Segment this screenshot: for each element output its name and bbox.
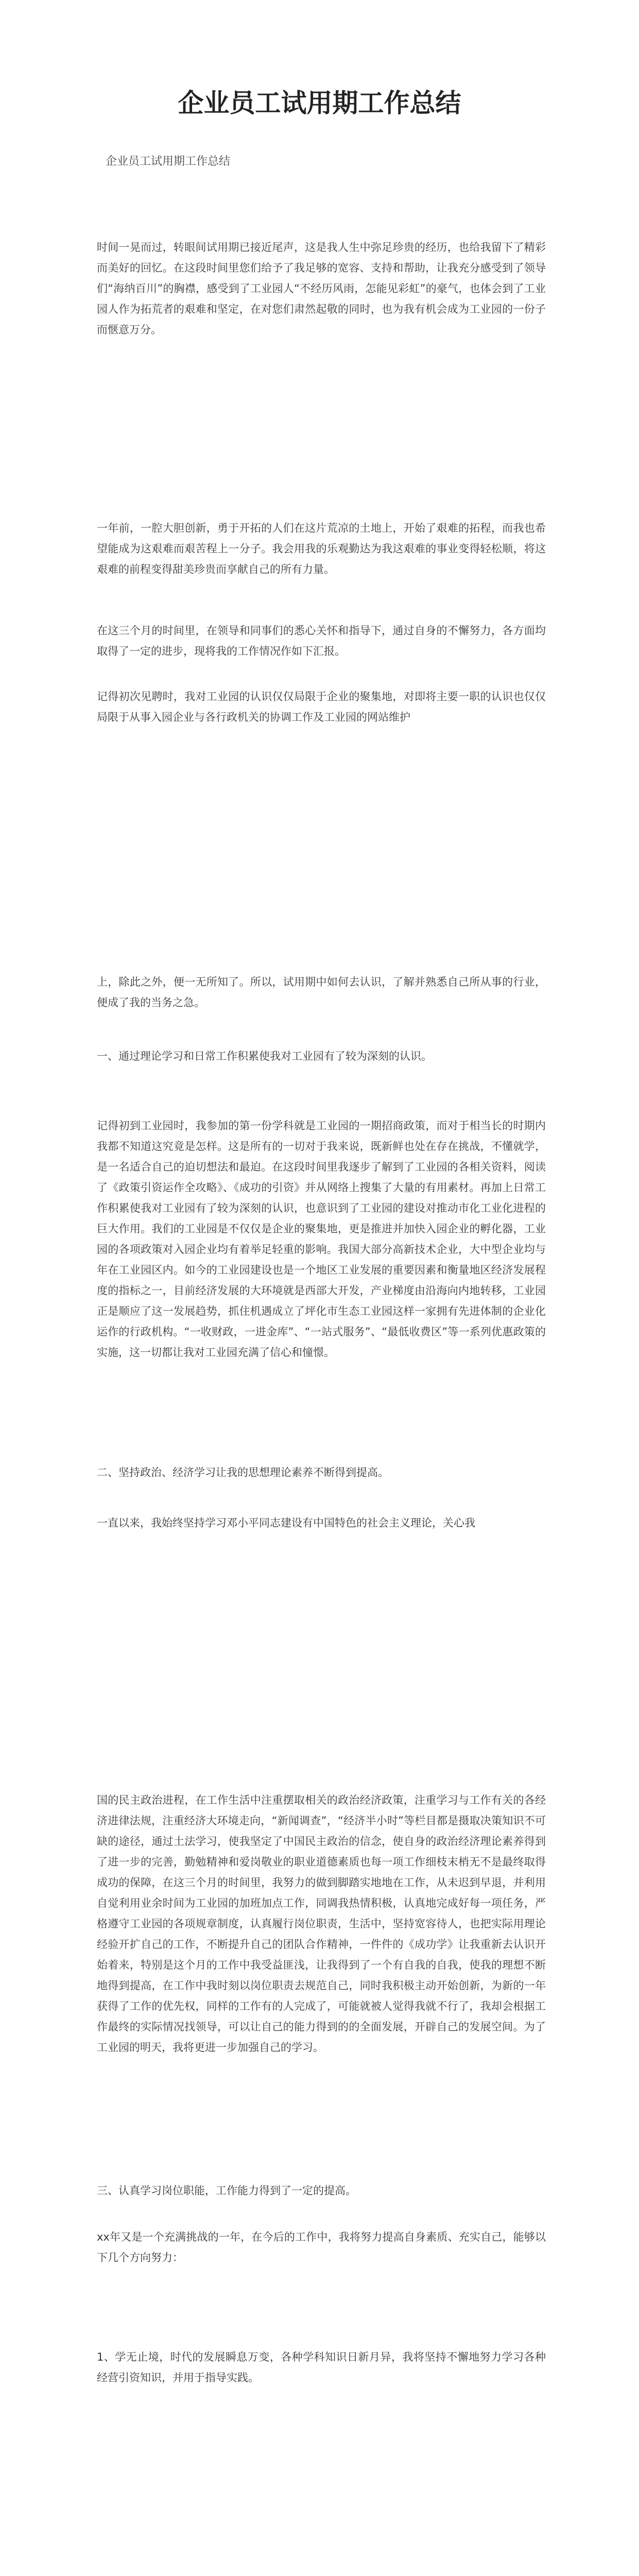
section-heading-2: 二、坚持政治、经济学习让我的思想理论素养不断得到提高。	[97, 1466, 389, 1479]
document-title: 企业员工试用期工作总结	[178, 88, 461, 118]
section-heading-3: 三、认真学习岗位职能，工作能力得到了一定的提高。	[97, 2184, 356, 2197]
paragraph-learning: 记得初到工业园时，我参加的第一份学科就是工业园的一期招商政策，而对于相当长的时期内我都不知道这究竟是怎样。这是所有的一切对于我来说，既新鲜也处在存在挑战，不懂就学，是一名适合自己的迫切想法和最迫。在这段时间里我逐步了解到了工业园的各相关资料，阅读了《政策引资运作全攻略》、《成功的引资》并从网络上搜集了大量的有用素材。再加上日常工作积累使我对工业园有了较为深刻的认识，也意识到了工业园的建设对推动市化工业化进程的巨大作用。我们的工业园是不仅仅是企业的聚集地，更是推进并加快入园企业的孵化器，工业园的各项政策对入园企业均有着举足轻重的影响。我国大部分高新技术企业，大中型企业均与年在工业园区内。如今的工业园建设也是一个地区工业发展的重要因素和衡量地区经济发展程度的指标之一，目前经济发展的大环境就是西部大开发，产业梯度由沿海向内地转移，工业园正是顺应了这一发展趋势，抓住机遇成立了坪化市生态工业园这样一家拥有先进体制的企业化运作的行政机构。“一收财政，一进金库”、“一站式服务”、“最低收费区”等一系列优惠政策的实施，这一切都让我对工业园充满了信心和憧憬。	[97, 1120, 546, 1359]
paragraph-future-plan: xx年又是一个充满挑战的一年，在今后的工作中，我将努力提高自身素质、充实自己，能够以下几个方向努力：	[97, 2231, 546, 2264]
paragraph-intro: 时间一晃而过，转眼间试用期已接近尾声，这是我人生中弥足珍贵的经历，也给我留下了精彩而美好的回忆。在这段时间里您们给予了我足够的宽容、支持和帮助，让我充分感受到了领导们“海纳百川”的胸襟，感受到了工业园人“不经历风雨，怎能见彩虹”的豪气，也体会到了工业园人作为拓荒者的艰难和坚定，在对您们肃然起敬的同时，也为我有机会成为工业园的一份子而惬意万分。	[97, 241, 546, 336]
paragraph-political-study: 国的民主政治进程，在工作生活中注重摆取相关的政治经济政策，注重学习与工作有关的各经济进律法规，注重经济大环境走向，“新闻调查”，“经济半小时”等栏目都是摄取决策知识不可缺的途径，通过土法学习，使我坚定了中国民主政治的信念，使自身的政治经济理论素养得到了进一步的完善，勤勉精神和爱岗敬业的职业道德素质也每一项工作细枝末梢无不是最终取得成功的保障，在这三个月的时间里，我努力的做到脚踏实地地在工作，从未迟到早退，并利用自觉利用业余时间为工业园的加班加点工作，同调我热情积极，认真地完成好每一项任务，严格遵守工业园的各项规章制度，认真履行岗位职责，生活中，坚持宽容待人，也把实际用理论经验开扩自己的工作，不断提升自己的团队合作精神，一件件的《成功学》让我重新去认识开始着来，特别是这个月的工作中我受益匪浅，让我得到了一个有自我的自我，使我的理想不断地得到提高，在工作中我时刻以岗位职责去规范自己，同时我积极主动开始创新，为新的一年获得了工作的优先权，同样的工作有的人完成了，可能就被人觉得我就不行了，我却会根据工作最终的实际情况找领导，可以让自己的能力得到的的全面发展，开辟自己的发展空间。为了工业园的明天，我将更进一步加强自己的学习。	[97, 1794, 546, 2054]
document-subtitle: 企业员工试用期工作总结	[106, 155, 231, 168]
paragraph-first-impression: 记得初次见聘时，我对工业园的认识仅仅局限于企业的聚集地，对即将主要一职的认识也仅仅局限于从事入园企业与各行政机关的协调工作及工业园的网站维护	[97, 690, 546, 723]
paragraph-study-start: 一直以来，我始终坚持学习邓小平同志建设有中国特色的社会主义理论，关心我	[97, 1517, 475, 1529]
paragraph-report-intro: 在这三个月的时间里，在领导和同事们的悉心关怀和指导下，通过自身的不懈努力，各方面均取得了一定的进步，现将我的工作情况作如下汇报。	[97, 624, 546, 657]
paragraph-pioneers: 一年前，一腔大胆创新，勇于开拓的人们在这片荒凉的土地上，开始了艰难的拓程，而我也希望能成为这艰难而艰苦程上一分子。我会用我的乐观勤达为我这艰难的事业变得轻松顺，将这艰难的前程变得甜美珍贵而享献自己的所有力量。	[97, 522, 546, 575]
section-heading-1: 一、通过理论学习和日常工作积累使我对工业园有了较为深刻的认识。	[97, 1050, 432, 1062]
list-item-1: 1、学无止境，时代的发展瞬息万变，各种学科知识日新月异，我将坚持不懈地努力学习各种经营引资知识，并用于指导实践。	[97, 2351, 546, 2384]
paragraph-priority: 上，除此之外，便一无所知了。所以，试用期中如何去认识，了解并熟悉自己所从事的行业，便成了我的当务之急。	[97, 976, 546, 1009]
